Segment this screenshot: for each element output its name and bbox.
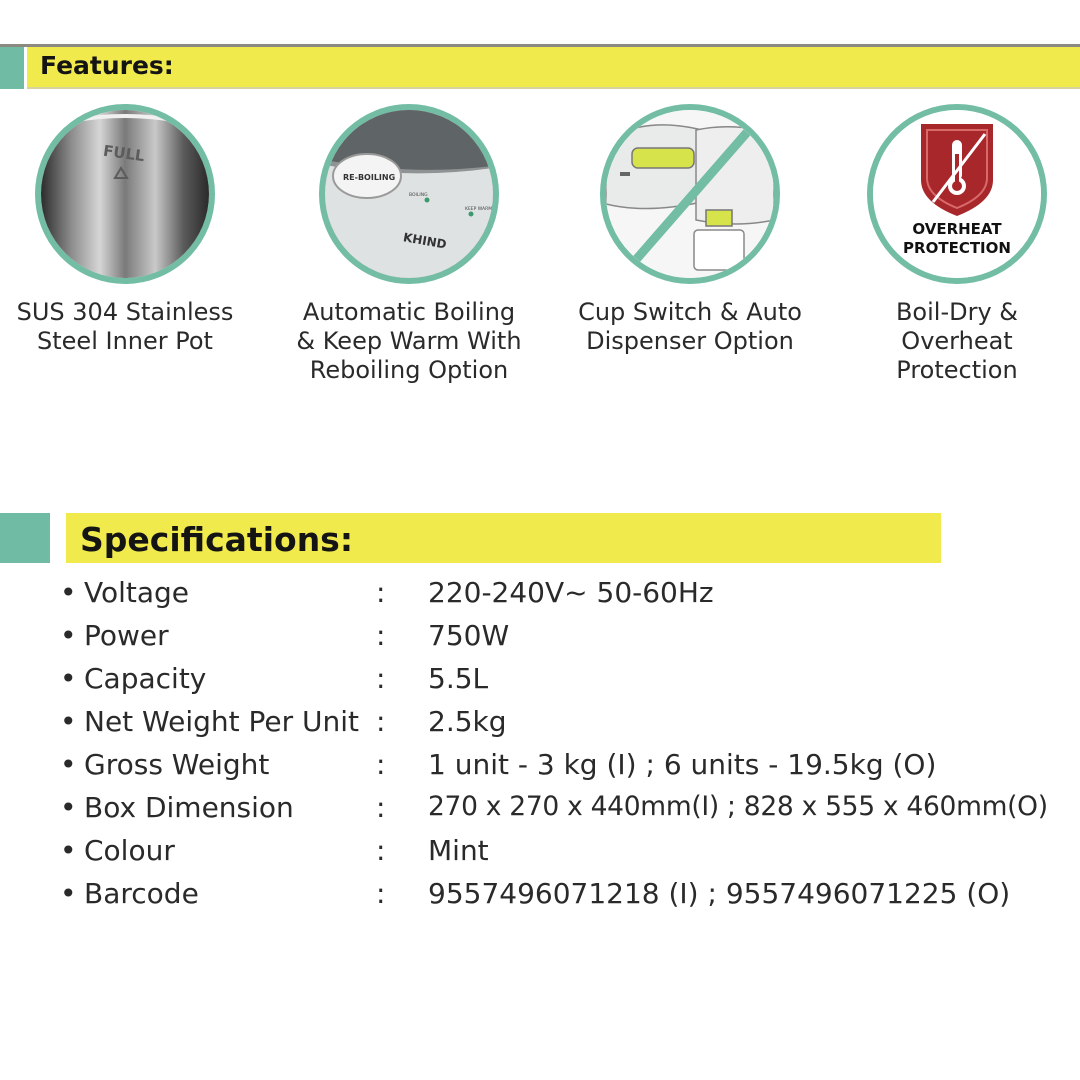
svg-text:PROTECTION: PROTECTION bbox=[903, 239, 1011, 257]
feature-label-line: Dispenser Option bbox=[586, 327, 794, 355]
svg-text:FULL: FULL bbox=[102, 141, 146, 166]
feature-label-line: Protection bbox=[896, 356, 1018, 384]
spec-separator: : bbox=[376, 705, 386, 738]
bullet: • bbox=[60, 662, 77, 695]
spec-label: Barcode bbox=[84, 877, 199, 910]
overheat-protection-icon bbox=[867, 104, 1047, 284]
spec-separator: : bbox=[376, 834, 386, 867]
spec-value: 1 unit - 3 kg (I) ; 6 units - 19.5kg (O) bbox=[428, 748, 937, 781]
spec-separator: : bbox=[376, 748, 386, 781]
bullet: • bbox=[60, 705, 77, 738]
feature-label-line: Steel Inner Pot bbox=[37, 327, 213, 355]
feature-label-line: Reboiling Option bbox=[309, 356, 509, 384]
spec-value: 5.5L bbox=[428, 662, 489, 695]
bullet: • bbox=[60, 877, 77, 910]
bullet: • bbox=[60, 619, 77, 652]
spec-label: Power bbox=[84, 619, 169, 652]
cup-switch-icon bbox=[600, 104, 780, 284]
svg-text:OVERHEAT: OVERHEAT bbox=[912, 220, 1002, 238]
spec-value: 2.5kg bbox=[428, 705, 507, 738]
features-heading: Features: bbox=[40, 51, 174, 80]
stainless-pot-icon bbox=[35, 104, 215, 284]
banner-mint-tab bbox=[0, 47, 24, 89]
feature-overheat-protection bbox=[837, 104, 1077, 385]
spec-label: Gross Weight bbox=[84, 748, 270, 781]
svg-text:BOILING: BOILING bbox=[409, 193, 428, 198]
spec-label: Colour bbox=[84, 834, 175, 867]
bullet: • bbox=[60, 576, 77, 609]
specifications-heading: Specifications: bbox=[80, 520, 354, 559]
spec-value: 750W bbox=[428, 619, 510, 652]
features-banner bbox=[0, 44, 1080, 90]
bullet: • bbox=[60, 748, 77, 781]
spec-separator: : bbox=[376, 662, 386, 695]
spec-label: Voltage bbox=[84, 576, 190, 609]
svg-text:KEEP WARM: KEEP WARM bbox=[465, 207, 493, 212]
bullet: • bbox=[60, 791, 77, 824]
banner-yellow-bar bbox=[27, 47, 1080, 89]
feature-cup-switch bbox=[570, 104, 810, 356]
svg-text:RE-BOILING: RE-BOILING bbox=[343, 173, 396, 182]
feature-label-line: Boil-Dry & Overheat bbox=[895, 298, 1019, 355]
spec-label: Capacity bbox=[84, 662, 207, 695]
feature-label bbox=[570, 298, 810, 356]
spec-value: 220-240V~ 50-60Hz bbox=[428, 576, 714, 609]
feature-stainless-pot bbox=[5, 104, 245, 356]
control-panel-icon bbox=[319, 104, 499, 284]
feature-label bbox=[837, 298, 1077, 385]
feature-label bbox=[5, 298, 245, 356]
feature-label-line: SUS 304 Stainless bbox=[16, 298, 234, 326]
spec-mint-tab bbox=[0, 513, 50, 563]
spec-label: Box Dimension bbox=[84, 791, 294, 824]
spec-value: 270 x 270 x 440mm(I) ; 828 x 555 x 460mm(O) bbox=[428, 791, 1048, 822]
spec-value: Mint bbox=[428, 834, 489, 867]
svg-text:KHIND: KHIND bbox=[402, 230, 448, 252]
spec-separator: : bbox=[376, 576, 386, 609]
feature-label-line: Cup Switch & Auto bbox=[578, 298, 802, 326]
feature-label bbox=[289, 298, 529, 385]
bullet: • bbox=[60, 834, 77, 867]
feature-auto-boiling bbox=[289, 104, 529, 385]
spec-separator: : bbox=[376, 791, 386, 824]
spec-separator: : bbox=[376, 877, 386, 910]
spec-value: 9557496071218 (I) ; 9557496071225 (O) bbox=[428, 877, 1011, 910]
spec-label: Net Weight Per Unit bbox=[84, 705, 360, 738]
feature-label-line: & Keep Warm With bbox=[296, 327, 522, 355]
spec-separator: : bbox=[376, 619, 386, 652]
feature-label-line: Automatic Boiling bbox=[302, 298, 516, 326]
